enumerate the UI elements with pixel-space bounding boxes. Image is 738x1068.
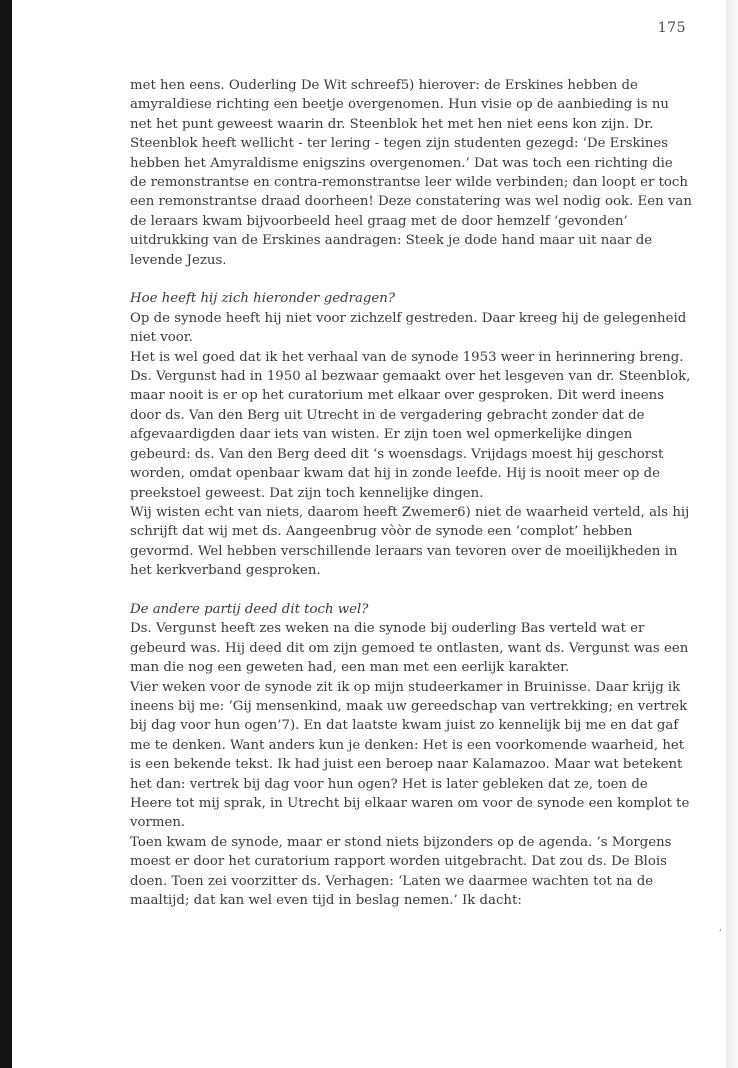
paragraph: met hen eens. Ouderling De Wit schreef5) hierover: de Erskines hebben de amyraldiese richting een beetje overgenomen. Hun visie op de aanbieding is nu net het punt geweest waarin dr. Steenblok het met hen niet eens kon zijn. Dr. Steenblok heeft wellicht - ter lering - tegen zijn studenten gezegd: ‘De Erskines hebben het Amyraldisme enigszins overgenomen.’ Dat was toch een richting die de remonstrantse en contra-remonstrantse leer wilde verbinden; dan loopt er toch een remonstrantse draad doorheen! Deze constatering was wel nodig ook. Een van de leraars kwam bijvoorbeeld heel graag met de door hemzelf ‘gevonden’ uitdrukking van de Erskines aandragen: Steek je dode hand maar uit naar de levende Jezus. — [130, 78, 692, 268]
body-text — [130, 76, 692, 910]
paragraph: Het is wel goed dat ik het verhaal van de synode 1953 weer in herinnering breng. Ds. Vergunst had in 1950 al bezwaar gemaakt over het lesgeven van dr. Steenblok, maar nooit is er op het curatorium met elkaar over gesproken. Dit werd ineens door ds. Van den Berg uit Utrecht in de vergadering gebracht zonder dat de afgevaardigden daar iets van wisten. Er zijn toen wel opmerkelijke dingen gebeurd: ds. Van den Berg deed dit ‘s woensdags. Vrijdags moest hij geschorst worden, omdat openbaar kwam dat hij in zonde leefde. Hij is nooit meer op de preekstoel geweest. Dat zijn toch kennelijke dingen. — [130, 349, 691, 501]
paragraph: Ds. Vergunst heeft zes weken na die synode bij ouderling Bas verteld wat er gebeurd was. Hij deed dit om zijn gemoed te ontlasten, want ds. Vergunst was een man die nog een geweten had, een man met een eerlijk karakter. — [130, 621, 689, 676]
page-right-edge — [726, 0, 738, 1068]
page-binding-edge — [0, 0, 12, 1068]
page-number: 175 — [657, 20, 686, 36]
paragraph: Op de synode heeft hij niet voor zichzelf gestreden. Daar kreeg hij de gelegenheid niet voor. — [130, 310, 687, 346]
paragraph: Vier weken voor de synode zit ik op mijn studeerkamer in Bruinisse. Daar krijg ik ineens bij me: ‘Gij mensenkind, maak uw gereedschap van vertrekking; en vertrek bij dag voor hun ogen’7). En dat laatste kwam juist zo kennelijk bij me en dat gaf me te denken. Want anders kun je denken: Het is een voorkomende waarheid, het is een bekende tekst. Ik had juist een beroep naar Kalamazoo. Maar wat betekent het dan: vertrek bij dag voor hun ogen? Het is later gebleken dat ze, toen de Heere tot mij sprak, in Utrecht bij elkaar waren om voor de synode een komplot te vormen. — [130, 679, 690, 831]
paragraph: Wij wisten echt van niets, daarom heeft Zwemer6) niet de waarheid verteld, als hij schrijft dat wij met ds. Aangeenbrug vòòr de synode een ‘complot’ hebben gevormd. Wel hebben verschillende leraars van tevoren over de moeilijkheden in het kerkverband gesproken. — [130, 504, 690, 579]
scan-mark: , — [718, 922, 722, 933]
interview-question: Hoe heeft hij zich hieronder gedragen? — [130, 291, 395, 307]
interview-question: De andere partij deed dit toch wel? — [130, 601, 369, 617]
paragraph: Toen kwam de synode, maar er stond niets bijzonders op de agenda. ’s Morgens moest er door het curatorium rapport worden uitgebracht. Dat zou ds. De Blois doen. Toen zei voorzitter ds. Verhagen: ‘Laten we daarmee wachten tot na de maaltijd; dat kan wel even tijd in beslag nemen.’ Ik dacht: — [130, 834, 672, 909]
